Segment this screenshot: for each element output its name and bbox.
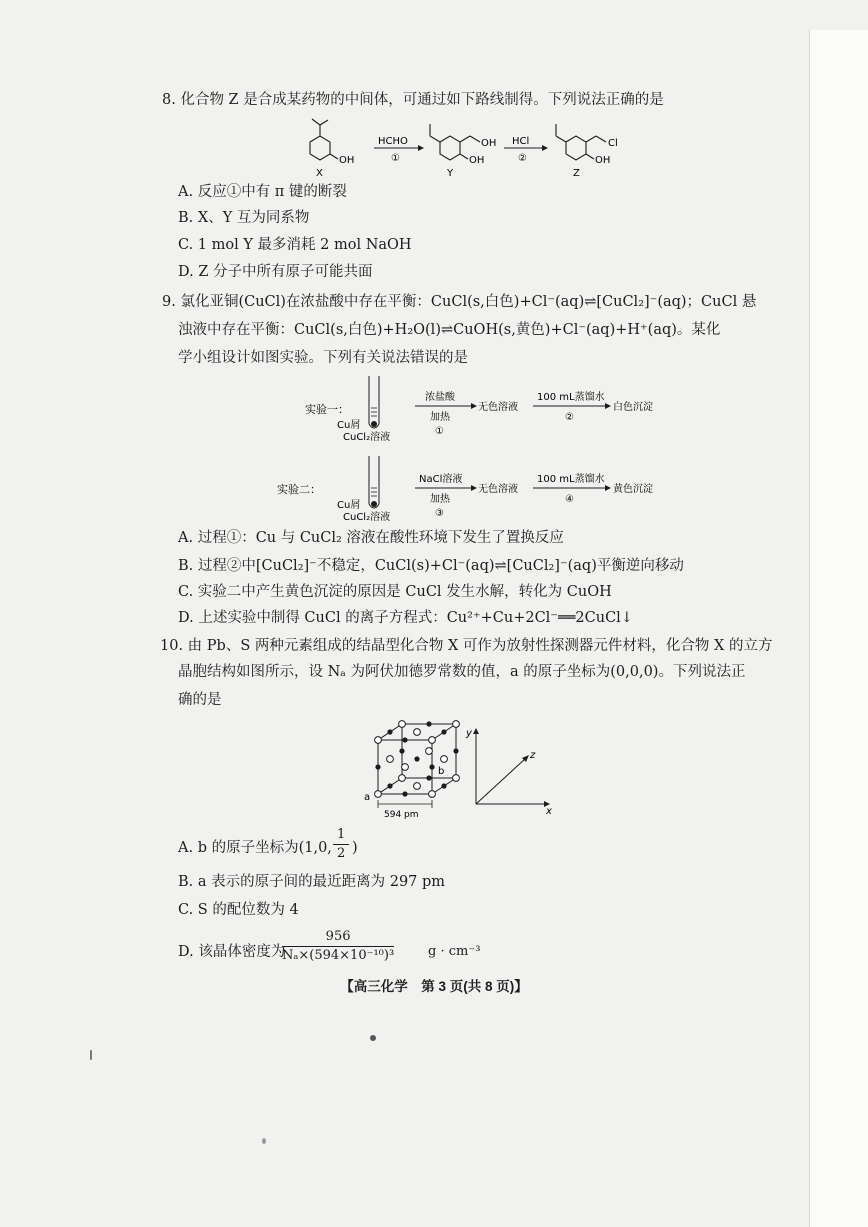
exp2-step3: ③ — [435, 508, 444, 519]
q10-option-d-num: 956 — [282, 928, 394, 947]
q9-stem-line1: 9. 氯化亚铜(CuCl)在浓盐酸中存在平衡：CuCl(s,白色)+Cl⁻(aq)⇌[CuCl₂]⁻(aq)；CuCl 悬 — [162, 294, 757, 310]
scan-speck — [370, 1035, 376, 1041]
q9-stem-line3: 学小组设计如图实验。下列有关说法错误的是 — [178, 350, 468, 366]
q9-option-c: C. 实验二中产生黄色沉淀的原因是 CuCl 发生水解，转化为 CuOH — [178, 584, 612, 600]
q9-option-b: B. 过程②中[CuCl₂]⁻不稳定，CuCl(s)+Cl⁻(aq)⇌[CuCl₂]⁻(aq)平衡逆向移动 — [178, 558, 684, 574]
q9-option-a: A. 过程①：Cu 与 CuCl₂ 溶液在酸性环境下发生了置换反应 — [178, 530, 564, 546]
q10-stem-line3: 确的是 — [178, 692, 222, 708]
molecule-x — [310, 119, 338, 160]
scan-mark — [90, 1050, 92, 1060]
scan-speck-2 — [262, 1138, 266, 1144]
exp1-test-tube — [369, 376, 379, 428]
step1-label: ① — [391, 153, 400, 164]
exp1-heat: 加热 — [430, 412, 450, 423]
q10-stem-line2: 晶胞结构如图所示，设 Nₐ 为阿伏加德罗常数的值，a 的原子坐标为(0,0,0)。下列说法正 — [178, 664, 746, 680]
q9-stem-line2: 浊液中存在平衡：CuCl(s,白色)+H₂O(l)⇌CuOH(s,黄色)+Cl⁻(aq)+H⁺(aq)。某化 — [178, 322, 721, 338]
q10-option-a-num: 1 — [333, 826, 349, 845]
q8-option-c: C. 1 mol Y 最多消耗 2 mol NaOH — [178, 237, 412, 253]
exp2-sol-label: CuCl₂溶液 — [343, 512, 391, 522]
y-oh-label: OH — [481, 138, 497, 149]
exp1-result: 白色沉淀 — [613, 402, 653, 413]
q10-crystal-cell-diagram — [350, 718, 560, 822]
q10-option-a — [178, 838, 332, 858]
exp2-step4: ④ — [565, 494, 574, 505]
q9-option-d: D. 上述实验中制得 CuCl 的离子方程式：Cu²⁺+Cu+2Cl⁻══2CuCl↓ — [178, 610, 633, 626]
q10-option-a-den: 2 — [337, 846, 346, 861]
exp1-label: 实验一： — [305, 403, 349, 416]
reagent-hcl: HCl — [512, 136, 530, 147]
exp1-reagent: 浓盐酸 — [425, 392, 455, 403]
q10-option-a-fraction — [333, 826, 349, 863]
exp2-label: 实验二： — [277, 483, 321, 496]
exp1-step1: ① — [435, 426, 444, 437]
x-label: X — [316, 168, 323, 179]
z-cl-label: Cl — [608, 138, 618, 149]
exp1-step2: ② — [565, 412, 574, 423]
q10-stem-line1: 10. 由 Pb、S 两种元素组成的结晶型化合物 X 可作为放射性探测器元件材料，化合物 X 的立方 — [160, 638, 773, 654]
exp2-heat: 加热 — [430, 494, 450, 505]
q10-option-c: C. S 的配位数为 4 — [178, 902, 299, 918]
exp2-test-tube — [369, 456, 379, 508]
q8-option-a: A. 反应①中有 π 键的断裂 — [178, 184, 347, 200]
cell-size-label: 594 pm — [384, 810, 419, 820]
exp2-reagent: NaCl溶液 — [419, 474, 463, 485]
exp2-mid: 无色溶液 — [478, 484, 518, 495]
coordinate-axes — [476, 732, 546, 804]
q10-option-b: B. a 表示的原子间的最近距离为 297 pm — [178, 874, 446, 890]
q10-option-a-suffix: ) — [352, 840, 358, 856]
exp2-cu-label: Cu屑 — [337, 500, 361, 511]
z-label: Z — [573, 168, 580, 179]
q8-option-b: B. X、Y 互为同系物 — [178, 210, 310, 226]
axis-x-label: x — [546, 806, 552, 817]
q10-option-d-unit: g · cm⁻³ — [428, 944, 481, 959]
y-label: Y — [447, 168, 454, 179]
q10-option-d-prefix: D. 该晶体密度为 — [178, 944, 286, 960]
step2-label: ② — [518, 153, 527, 164]
exp2-reagent2: 100 mL蒸馏水 — [537, 474, 605, 485]
axis-z-label: z — [530, 750, 536, 761]
q10-option-d-den: Nₐ×(594×10⁻¹⁰)³ — [282, 948, 395, 963]
atom-a-label: a — [364, 792, 371, 803]
exp1-reagent2: 100 mL蒸馏水 — [537, 392, 605, 403]
x-oh-label: OH — [339, 155, 355, 166]
q10-option-d-fraction — [282, 928, 394, 965]
q10-option-a-prefix: A. b 的原子坐标为(1,0, — [178, 840, 332, 856]
atom-b-label: b — [438, 766, 445, 777]
q8-stem: 8. 化合物 Z 是合成某药物的中间体，可通过如下路线制得。下列说法正确的是 — [162, 92, 664, 108]
reagent-hcho: HCHO — [378, 136, 408, 147]
exp1-mid: 无色溶液 — [478, 402, 518, 413]
axis-y-label: y — [466, 728, 472, 739]
exp1-sol-label: CuCl₂溶液 — [343, 432, 391, 443]
y-oh2-label: OH — [469, 155, 485, 166]
q8-reaction-scheme — [290, 112, 650, 180]
q9-experiment-diagram — [275, 372, 695, 522]
q8-option-d: D. Z 分子中所有原子可能共面 — [178, 264, 373, 280]
exp1-cu-label: Cu屑 — [337, 420, 361, 431]
page-footer: 【高三化学 第 3 页(共 8 页)】 — [340, 979, 528, 994]
z-oh-label: OH — [595, 155, 611, 166]
exp2-result: 黄色沉淀 — [613, 484, 653, 495]
